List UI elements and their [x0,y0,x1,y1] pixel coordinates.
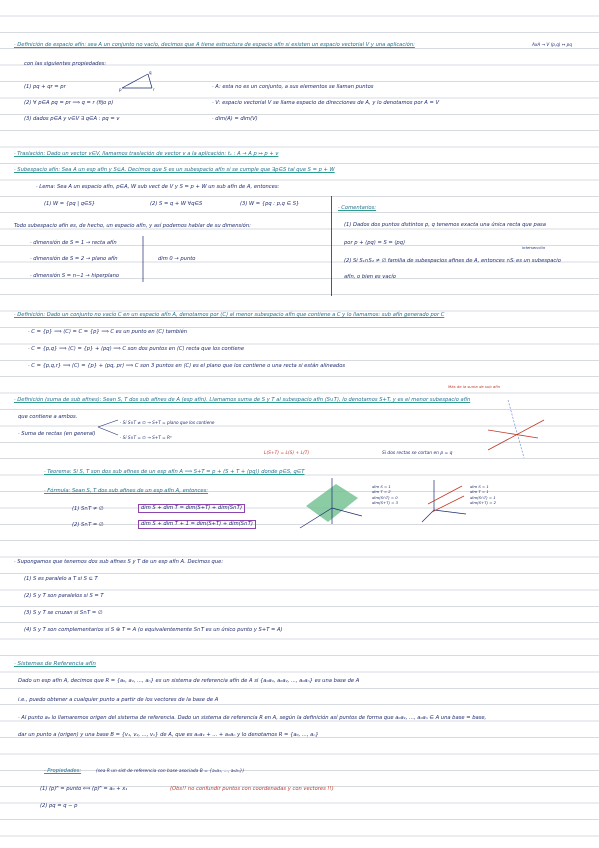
suma-caso-1: · Si S∩T ≠ ∅ → S+T = plano que los contiene [120,420,215,425]
posicion-1: (1) S es paralelo a T si S ⊆ T [24,576,98,582]
triangle-diagram [118,70,158,92]
aplicacion-formula: AxA → V (p,q) ↦ pq [532,42,572,47]
prop-3: (3) dados p∈A y v∈V ∃ q∈A : pq = v [24,116,120,122]
nota-direcciones: · V: espacio vectorial V se llama espacio de direcciones de A, y lo denotamos por A = V [212,100,440,106]
posicion-4: (4) S y T son complementarios si S ⊕ T = A (o equivalentemente S∩T es un único punto y S+T = A) [24,627,283,633]
prop-2: (2) ∀ p∈A pq = pr ⟹ q = r (fijo p) [24,100,114,106]
plano-diagram [296,476,366,530]
dim-plano: · dimensión de S = 2 → plano afín [30,256,118,262]
generado-3: · C = {p,q,r} ⟹ ⟨C⟩ = {p} + ⟨pq, pr⟩ ⟹ C son 3 puntos en ⟨C⟩ es el plano que los contiene o una recta si están alineados [28,363,346,369]
posicion-3: (3) S y T se cruzan si S∩T = ∅ [24,610,103,616]
posicion-2: (2) S y T son paralelos si S = T [24,593,104,599]
mas-suba-label: Más de la suma de sub afín [448,384,501,389]
comentario-2: (2) Si S₁∩S₂ ≠ ∅ familia de subespacios afines de A, entonces ∩Sᵢ es un subespacio [344,258,561,264]
todo-subespacio: Todo subespacio afín es, de hecho, un espacio afín, y así podemos hablar de su dimensión: [14,223,251,229]
propiedades-header: · Propiedades: [44,768,82,774]
lema-3: (3) W = {pq : p,q ∈ S} [240,201,300,207]
dim-recta: · dimensión de S = 1 → recta afín [30,240,117,246]
suma-rectas: · Suma de rectas (en general) [18,431,96,437]
brace-line [140,236,146,282]
propiedades-nota: (sea R un sist de referencia con base asociada B = {a₀a₁, ..., a₀aₙ}) [96,769,245,774]
lema-1: (1) W = {pq | q∈S} [44,201,96,207]
posiciones: · Supongamos que tenemos dos sub afines S y T de un esp afín A. Decimos que: [14,559,224,565]
rectas-cortan: Si dos rectas se cortan en p = q [382,451,453,456]
propiedades-label: con las siguientes propiedades: [24,61,107,67]
def-suma-2: que contiene a ambos. [18,414,78,420]
sistemas-referencia: · Sistemas de Referencia afín [14,661,96,667]
dims-rectas: dim S = 1 dim T = 1 dim(S∩T) = 1 dim(S+T) = 2 [470,484,497,506]
suma-caso-2: · Si S∩T = ∅ → S+T = R³ [120,435,172,440]
column-divider [330,196,333,296]
formula-teorema: · Fórmula: Sean S, T dos sub afines de un esp afín A, entonces: [44,488,209,494]
svg-text:r: r [153,87,155,92]
dims-plano: dim S = 1 dim T = 2 dim(S∩T) = 0 dim(S+T) = 3 [372,484,399,506]
sistemas-3: · Al punto a₀ lo llamaremos origen del sistema de referencia. Dado un sistema de referencia R en A, según la definición así puntos de forma que a₀a₁, ..., a₀aₙ ∈ A una base = base, [18,715,487,721]
def-generado: · Definición: Dado un conjunto no vacío C en un espacio afín A, denotamos por ⟨C⟩ al menor subespacio afín que contiene a C y lo llamamos: sub afín generado por C [14,312,445,318]
comentario-2b: afín, o bien es vacío [344,274,396,280]
svg-text:q: q [149,70,152,75]
generado-2: · C = {p,q} ⟹ ⟨C⟩ = {p} + ⟨pq⟩ ⟹ C son dos puntos en ⟨C⟩ recta que los contiene [28,346,245,352]
subespacio-afin: · Subespacio afín: Sea A un esp afín y S⊆A. Decimos que S es un subespacio afín si se cumple que ∃p∈S tal que S = p + W [14,167,335,173]
lema: · Lema: Sea A un espacio afín, p∈A, W sub vect de V y S = p + W un sub afín de A, entonces: [36,184,280,190]
teorema: · Teorema: Si S, T son dos sub afines de un esp afín A ⟹ S+T = p + (S + T + ⟨pq⟩) donde p∈S, q∈T [44,469,305,475]
propiedad-1: (1) (p)ᴿ = punto ⟺ (p)ᴿ = a₀ + x₁ [40,786,128,792]
svg-text:p: p [119,87,122,92]
sistemas-1: Dado un esp afín A, decimos que R = {a₀, a₁, ..., aₙ} es un sistema de referencia afín de A si {a₀a₁, a₀a₂, ..., a₀aₙ} es una base de A [18,678,360,684]
dim-punto: dim 0 → punto [158,256,196,262]
nota-puntos: · A: esta no es un conjunto, a sus elementos se llaman puntos [212,84,374,90]
comentario-1: (1) Dados dos puntos distintos p, q tenemos exacta una única recta que pasa [344,222,546,228]
comentarios: · Comentarios: [338,205,377,211]
nota-dim: · dim(A) = dim(V) [212,116,258,122]
sistemas-2: i.e., puedo obtener a cualquier punto a partir de los vectores de la base de A [18,697,219,703]
interseccion-label: intersección [522,245,546,250]
def-suma: · Definición (suma de sub afines): Sean S, T dos sub afines de A (esp afín). Llamamos suma de S y T al subespacio afín ⟨S∪T⟩, lo denotamos S+T, y es el menor subespacio afín [14,397,471,403]
formula-1-box: dim S + dim T = dim(S+T) + dim(S∩T) [138,504,245,513]
rectas-diagram [478,400,550,462]
formula-2: (2) S∩T = ∅ [72,522,104,528]
formula-2-box: dim S + dim T + 1 = dim(S+T) + dim(S∩T) [138,520,256,529]
comentario-1b: por p + ⟨pq⟩ = S = ⟨pq⟩ [344,240,406,246]
formula-1: (1) S∩T ≠ ∅ [72,506,104,512]
def-espacio-afin: · Definición de espacio afín: sea A un conjunto no vacío, decimos que A tiene estructura de espacio afín si existen un espacio vectorial V y una aplicación: [14,42,415,48]
formula-roja: L(S+T) = L(S) + L(T) [264,451,310,456]
prop-1: (1) pq + qr = pr [24,84,66,90]
traslacion: · Traslación: Dado un vector v∈V, llamamos traslación de vector v a la aplicación: tᵥ : A → A p ↦ p + v [14,151,279,157]
propiedad-2: (2) pq = q − p [40,803,78,809]
lema-2: (2) S = q + W ∀q∈S [150,201,203,207]
ejes-diagram [420,478,470,524]
generado-1: · C = {p} ⟹ ⟨C⟩ = C = {p} ⟹ C es un punto en ⟨C⟩ también [28,329,188,335]
dim-hiperplano: · dimensión S = n−1 → hiperplano [30,273,120,279]
propiedad-1-obs: (Obs!! no confundir puntos con coordenadas y con vectores !!) [170,786,334,792]
suma-brace [96,414,120,440]
sistemas-4: dar un punto a (origen) y una base B = {v₁, v₂, ..., vₙ} de A, que es a₀a₁ + ... + a₀aₙ y lo denotamos R = {a₀, ..., aₙ} [18,732,319,738]
